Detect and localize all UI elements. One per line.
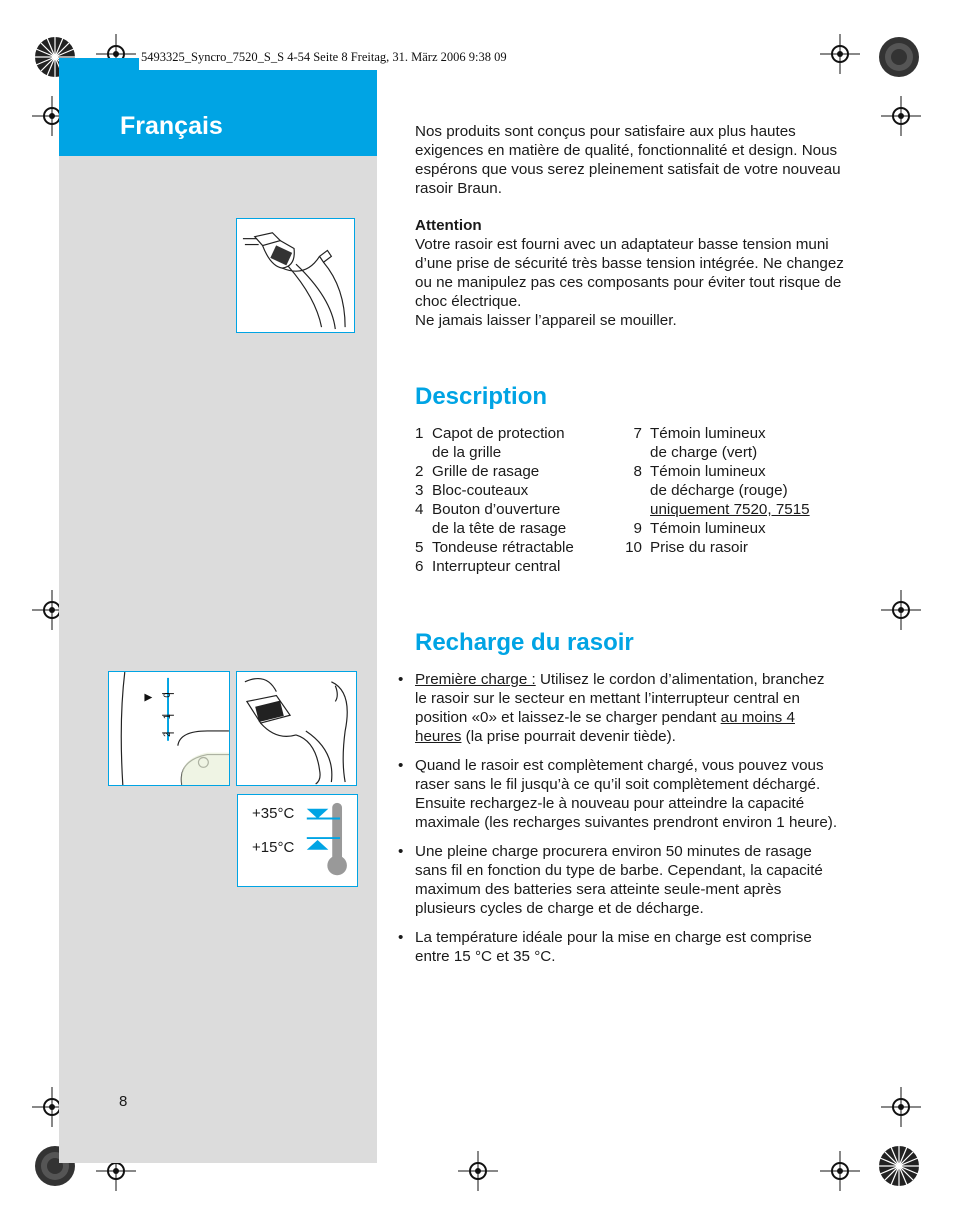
part-label: Témoin lumineux <box>650 520 766 537</box>
registration-mark-bottom-right <box>877 1144 921 1188</box>
title-bar-notch <box>59 58 139 70</box>
part-number: 1 <box>415 425 424 442</box>
recharge-bullet-list <box>398 670 838 976</box>
part-label: Témoin lumineux de charge (vert) <box>650 425 766 461</box>
part-number: 10 <box>625 539 642 556</box>
part-number: 6 <box>415 558 424 575</box>
print-slug-header: 5493325_Syncro_7520_S_S 4-54 Seite 8 Freitag, 31. März 2006 9:38 09 <box>141 50 507 64</box>
part-item <box>415 424 615 462</box>
crosshair-mark-right-middle <box>881 590 921 630</box>
part-number: 2 <box>415 463 424 480</box>
first-charge-text: Utilisez le cordon d’alimentation, branchez le rasoir sur le secteur en mettant l’interrupteur central en position «0» et laissez-le se charger pendant <box>415 671 825 726</box>
bullet-item <box>398 756 838 832</box>
part-label: Interrupteur central <box>432 558 561 575</box>
part-label: Prise du rasoir <box>650 539 748 556</box>
attention-block <box>415 216 845 330</box>
switch-label-1: 1 <box>161 714 172 720</box>
bullet-item <box>398 928 838 966</box>
part-item <box>415 500 615 538</box>
figure-plug-adapter <box>236 218 355 333</box>
bullet-item <box>398 842 838 918</box>
switch-illustration <box>109 672 229 785</box>
part-label: Témoin lumineux de décharge (rouge) <box>650 463 788 499</box>
bullet-text: La température idéale pour la mise en charge est comprise entre 15 °C et 35 °C. <box>415 929 812 965</box>
part-item <box>415 538 615 557</box>
part-item <box>620 462 850 500</box>
part-number: 4 <box>415 501 424 518</box>
part-number: 5 <box>415 539 424 556</box>
page-number: 8 <box>119 1093 128 1110</box>
part-number: 9 <box>633 520 642 537</box>
part-item <box>620 538 850 557</box>
part-label: Capot de protection de la grille <box>432 425 565 461</box>
socket-illustration <box>237 672 356 785</box>
crosshair-mark-bottom-right <box>820 1151 860 1191</box>
figure-temperature-range <box>237 794 358 887</box>
crosshair-mark-right-lower <box>881 1087 921 1127</box>
part-number: 3 <box>415 482 424 499</box>
crosshair-mark-bottom-center <box>458 1151 498 1191</box>
bullet-glyph: • <box>398 757 404 774</box>
part-item <box>620 500 850 519</box>
crosshair-mark-top-right <box>820 34 860 74</box>
switch-label-0: 0 <box>161 692 172 698</box>
registration-mark-top-right <box>877 35 921 79</box>
crosshair-mark-right-upper <box>881 96 921 136</box>
attention-body: Votre rasoir est fourni avec un adaptateur basse tension muni d’une prise de sécurité très basse tension intégrée. Ne changez ou ne manipulez pas ces composants pour éviter tout risque de choc électrique. <box>415 236 844 310</box>
description-heading: Description <box>415 383 548 410</box>
first-charge-duration: au moins 4 heures <box>415 709 795 745</box>
parts-list-left <box>415 424 615 576</box>
thermometer-icon <box>238 795 357 886</box>
part-label-model-note: uniquement 7520, 7515 <box>650 501 810 518</box>
part-item <box>415 462 615 481</box>
attention-heading: Attention <box>415 217 482 234</box>
bullet-glyph: • <box>398 929 404 946</box>
language-title: Français <box>120 112 223 140</box>
part-item <box>620 519 850 538</box>
part-label: Bouton d’ouverture de la tête de rasage <box>432 501 567 537</box>
part-item <box>415 557 615 576</box>
bullet-glyph: • <box>398 671 404 688</box>
temperature-high-label: +35°C <box>252 805 295 822</box>
part-label: Grille de rasage <box>432 463 540 480</box>
parts-list-right <box>620 424 850 557</box>
figure-shaver-switch <box>108 671 230 786</box>
part-item <box>415 481 615 500</box>
plug-illustration <box>237 219 354 332</box>
bullet-text <box>415 670 838 746</box>
first-charge-tail: (la prise pourrait devenir tiède). <box>461 728 676 745</box>
first-charge-lead: Première charge : <box>415 671 536 688</box>
part-label: Bloc-couteaux <box>432 482 529 499</box>
part-number: 7 <box>633 425 642 442</box>
figure-plug-in-socket <box>236 671 357 786</box>
bullet-text: Quand le rasoir est complètement chargé, vous pouvez vous raser sans le fil jusqu’à ce qu’il soit complètement déchargé. Ensuite rechargez-le à nouveau pour atteindre la capacité maximale (les recharges suivantes prendront environ 1 heure). <box>415 757 838 831</box>
recharge-heading: Recharge du rasoir <box>415 629 634 656</box>
attention-body-2: Ne jamais laisser l’appareil se mouiller. <box>415 312 677 329</box>
bullet-item <box>398 670 838 746</box>
switch-label-2: 2 <box>161 731 172 737</box>
temperature-low-label: +15°C <box>252 839 295 856</box>
bullet-text: Une pleine charge procurera environ 50 minutes de rasage sans fil en fonction du type de barbe. Cependant, la capacité maximum des batteries sera atteinte seule-ment après plusieurs cycles de charge et de décharge. <box>415 843 823 917</box>
part-label: Tondeuse rétractable <box>432 539 574 556</box>
part-number: 8 <box>633 463 642 480</box>
part-item <box>620 424 850 462</box>
part-number <box>620 500 650 519</box>
bullet-glyph: • <box>398 843 404 860</box>
intro-paragraph: Nos produits sont conçus pour satisfaire aux plus hautes exigences en matière de qualité, fonctionnalité et design. Nous espérons que vous serez pleinement satisfait de votre nouveau rasoir Braun. <box>415 123 841 197</box>
